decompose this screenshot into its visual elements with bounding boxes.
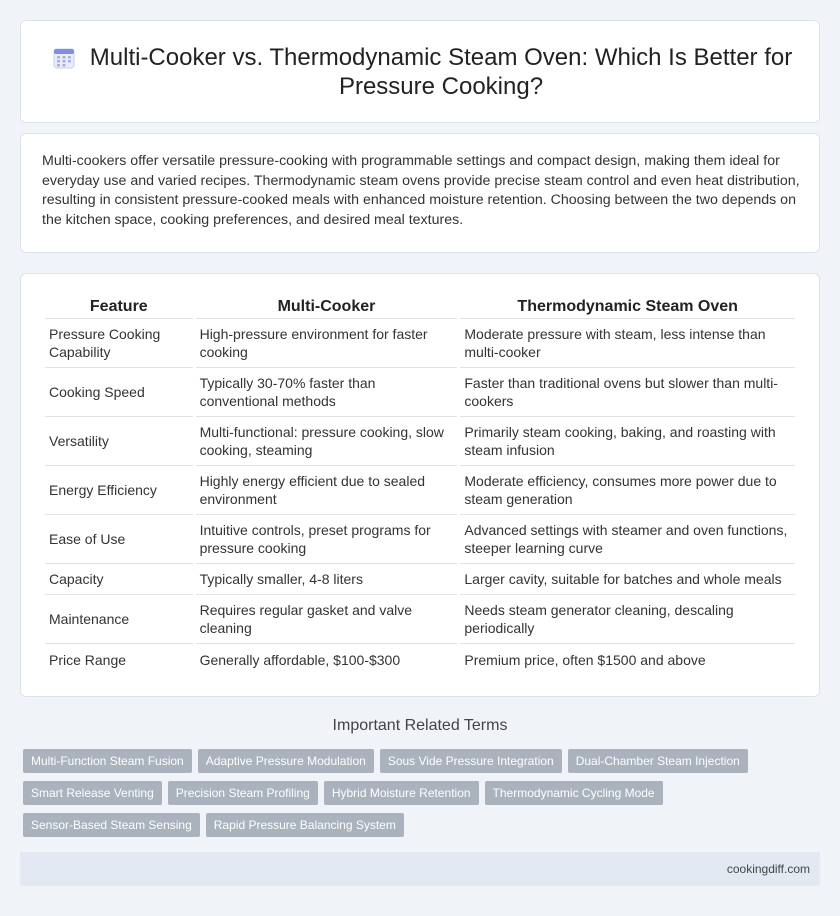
header-multi-cooker: Multi-Cooker bbox=[196, 295, 458, 319]
feature-cell: Maintenance bbox=[45, 595, 193, 644]
page-title: Multi-Cooker vs. Thermodynamic Steam Oven: Which Is Better for Pressure Cooking? bbox=[89, 44, 793, 100]
table-row bbox=[45, 417, 795, 466]
footer-site-link[interactable]: cookingdiff.com bbox=[726, 862, 810, 876]
multi-cooker-cell: Highly energy efficient due to sealed environment bbox=[196, 466, 458, 515]
table-row bbox=[45, 466, 795, 515]
related-tag[interactable]: Hybrid Moisture Retention bbox=[324, 781, 479, 805]
steam-oven-cell: Moderate pressure with steam, less intense than multi-cooker bbox=[460, 319, 795, 368]
related-tag[interactable]: Smart Release Venting bbox=[23, 781, 162, 805]
related-tag[interactable]: Multi-Function Steam Fusion bbox=[23, 749, 192, 773]
table-row bbox=[45, 644, 795, 675]
related-terms-heading: Important Related Terms bbox=[332, 717, 508, 734]
table-header-row bbox=[45, 295, 795, 319]
tag-row bbox=[23, 781, 803, 805]
comparison-card bbox=[20, 273, 820, 697]
steam-oven-cell: Larger cavity, suitable for batches and whole meals bbox=[460, 564, 795, 595]
feature-cell: Versatility bbox=[45, 417, 193, 466]
header-feature: Feature bbox=[45, 295, 193, 319]
related-tag[interactable]: Sous Vide Pressure Integration bbox=[380, 749, 562, 773]
feature-cell: Price Range bbox=[49, 651, 127, 668]
feature-cell: Energy Efficiency bbox=[45, 466, 193, 515]
title-card bbox=[20, 20, 820, 123]
table-row bbox=[45, 595, 795, 644]
related-tag[interactable]: Sensor-Based Steam Sensing bbox=[23, 813, 200, 837]
steam-oven-cell: Advanced settings with steamer and oven functions, steeper learning curve bbox=[460, 515, 795, 564]
related-tag[interactable]: Rapid Pressure Balancing System bbox=[206, 813, 404, 837]
intro-paragraph: Multi-cookers offer versatile pressure-cooking with programmable settings and compact design, making them ideal for everyday use and varied recipes. Thermodynamic steam ovens provide precise steam control and even heat distribution, resulting in consistent pressure-cooked meals with enhanced moisture retention. Choosing between the two depends on the kitchen space, cooking preferences, and desired meal textures. bbox=[42, 153, 800, 228]
feature-cell: Cooking Speed bbox=[45, 368, 193, 417]
steam-oven-cell: Premium price, often $1500 and above bbox=[464, 651, 706, 668]
feature-cell: Ease of Use bbox=[45, 515, 193, 564]
table-row bbox=[45, 515, 795, 564]
title-wrap bbox=[21, 43, 821, 101]
multi-cooker-cell: Intuitive controls, preset programs for pressure cooking bbox=[196, 515, 458, 564]
multi-cooker-cell: Multi-functional: pressure cooking, slow cooking, steaming bbox=[196, 417, 458, 466]
table-row bbox=[45, 368, 795, 417]
comparison-table bbox=[42, 295, 798, 675]
tag-row bbox=[23, 813, 803, 837]
table-row bbox=[45, 564, 795, 595]
header-steam-oven: Thermodynamic Steam Oven bbox=[460, 295, 795, 319]
multi-cooker-cell: Typically smaller, 4-8 liters bbox=[196, 564, 458, 595]
feature-cell: Pressure Cooking Capability bbox=[45, 319, 193, 368]
table-row bbox=[45, 319, 795, 368]
intro-card bbox=[20, 133, 820, 253]
related-tag[interactable]: Thermodynamic Cycling Mode bbox=[485, 781, 663, 805]
multi-cooker-cell: High-pressure environment for faster cooking bbox=[196, 319, 458, 368]
steam-oven-cell: Needs steam generator cleaning, descaling periodically bbox=[460, 595, 795, 644]
multi-cooker-cell: Typically 30-70% faster than conventional methods bbox=[196, 368, 458, 417]
footer bbox=[20, 852, 820, 886]
related-tag[interactable]: Precision Steam Profiling bbox=[168, 781, 318, 805]
related-tags bbox=[23, 749, 803, 845]
related-tag[interactable]: Adaptive Pressure Modulation bbox=[198, 749, 374, 773]
tag-row bbox=[23, 749, 803, 773]
steam-oven-cell: Moderate efficiency, consumes more power due to steam generation bbox=[460, 466, 795, 515]
steam-oven-cell: Primarily steam cooking, baking, and roasting with steam infusion bbox=[460, 417, 795, 466]
steam-oven-cell: Faster than traditional ovens but slower than multi-cookers bbox=[460, 368, 795, 417]
multi-cooker-cell: Requires regular gasket and valve cleaning bbox=[196, 595, 458, 644]
related-tag[interactable]: Dual-Chamber Steam Injection bbox=[568, 749, 748, 773]
multi-cooker-cell: Generally affordable, $100-$300 bbox=[199, 651, 401, 668]
feature-cell: Capacity bbox=[45, 564, 193, 595]
